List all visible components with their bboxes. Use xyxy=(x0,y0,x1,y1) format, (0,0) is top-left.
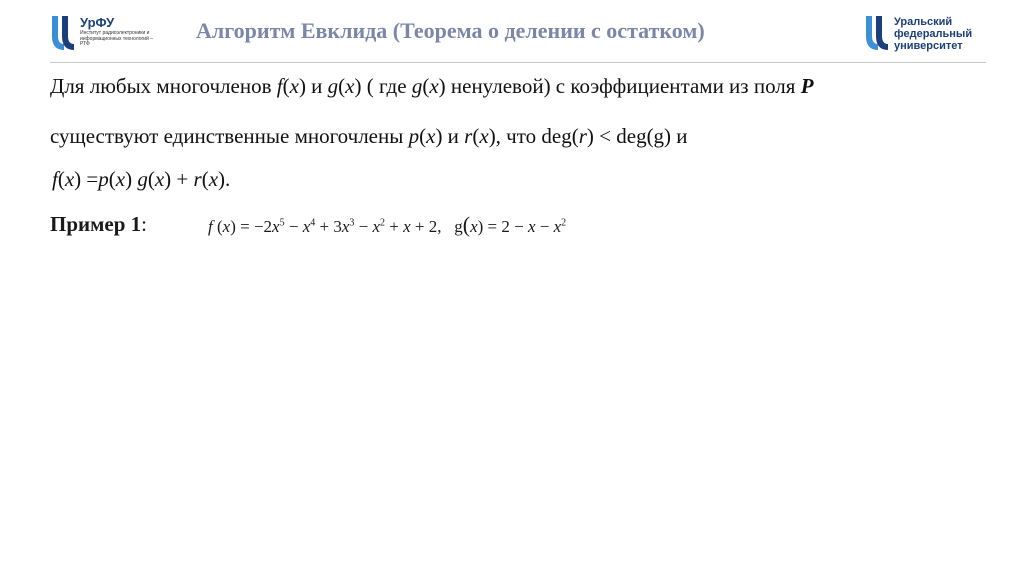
var: g xyxy=(411,74,423,98)
exponent: 3 xyxy=(349,217,355,229)
var: x xyxy=(426,124,436,148)
text: g xyxy=(454,217,463,236)
brand-name: УрФУ xyxy=(80,15,115,30)
var: x xyxy=(341,217,350,236)
var: p xyxy=(98,167,109,191)
page-title: Алгоритм Евклида (Теорема о делении с остатком) xyxy=(196,18,705,43)
theorem-line-1 xyxy=(50,74,814,99)
var: x xyxy=(154,167,165,191)
exponent: 2 xyxy=(380,217,386,229)
text: ), что deg( xyxy=(488,124,579,148)
university-name-line: университет xyxy=(894,40,963,52)
urfu-u-icon xyxy=(864,14,890,54)
university-name xyxy=(894,16,972,52)
var: x xyxy=(64,167,75,191)
var: x xyxy=(302,217,311,236)
text: ( xyxy=(419,124,427,148)
text: ) xyxy=(125,167,138,191)
text: ) и xyxy=(298,74,328,98)
text: − xyxy=(535,217,554,236)
theorem-line-2 xyxy=(50,124,688,149)
text: − xyxy=(354,217,373,236)
var: x xyxy=(479,124,489,148)
var: f xyxy=(208,217,213,236)
var: x xyxy=(272,217,280,236)
var: r xyxy=(578,124,587,148)
text: ) = 2 − xyxy=(477,217,528,236)
right-logo xyxy=(864,14,984,58)
institute-name: Институт радиоэлектроники и информационных технологий – РТФ xyxy=(80,30,154,48)
var: r xyxy=(464,124,473,148)
urfu-u-icon xyxy=(50,14,76,54)
var: r xyxy=(193,167,202,191)
theorem-equation xyxy=(52,167,230,192)
text: ) = xyxy=(74,167,99,191)
text: ( xyxy=(147,167,155,191)
var: x xyxy=(553,217,562,236)
text: + 3 xyxy=(315,217,342,236)
text: ) ненулевой) с коэффициентами из поля xyxy=(438,74,801,98)
var: p xyxy=(408,124,420,148)
text: Для любых многочленов xyxy=(50,74,277,98)
text: ) и xyxy=(435,124,465,148)
text: ( xyxy=(472,124,480,148)
exponent: 2 xyxy=(561,217,567,229)
var: x xyxy=(222,217,231,236)
example-formula xyxy=(208,212,566,238)
text: ( xyxy=(108,167,116,191)
text: ( xyxy=(338,74,346,98)
var: f xyxy=(276,74,283,98)
text: ( xyxy=(282,74,290,98)
example-colon: : xyxy=(141,212,148,236)
text: ( xyxy=(57,167,65,191)
exponent: 5 xyxy=(279,217,285,229)
text: ( xyxy=(212,217,223,236)
exponent: 4 xyxy=(310,217,316,229)
text: ( xyxy=(201,167,209,191)
university-name-line: федеральный xyxy=(894,28,973,40)
text: существуют единственные многочлены xyxy=(50,124,409,148)
text: ) + xyxy=(164,167,194,191)
var: x xyxy=(470,217,478,236)
text: ) ( где xyxy=(354,74,412,98)
text: ) < deg(g) и xyxy=(586,124,688,148)
text: ) = −2 xyxy=(230,217,273,236)
text: ). xyxy=(218,167,231,191)
var: x xyxy=(372,217,381,236)
text: ( xyxy=(462,212,471,237)
header-divider xyxy=(50,62,986,63)
var: g xyxy=(327,74,339,98)
var: x xyxy=(403,217,411,236)
example-label xyxy=(50,212,147,237)
var: x xyxy=(208,167,219,191)
text: + 2, xyxy=(410,217,442,236)
var: x xyxy=(429,74,439,98)
text: + xyxy=(385,217,404,236)
var: x xyxy=(289,74,299,98)
left-logo xyxy=(50,14,160,58)
text: ( xyxy=(422,74,430,98)
var: x xyxy=(115,167,126,191)
var: x xyxy=(527,217,536,236)
example-label-text: Пример 1 xyxy=(50,212,142,236)
field-symbol: P xyxy=(800,74,814,98)
text: − xyxy=(284,217,303,236)
university-name-line: Уральский xyxy=(894,16,953,28)
var: g xyxy=(137,167,148,191)
var: x xyxy=(345,74,355,98)
var: f xyxy=(52,167,58,191)
